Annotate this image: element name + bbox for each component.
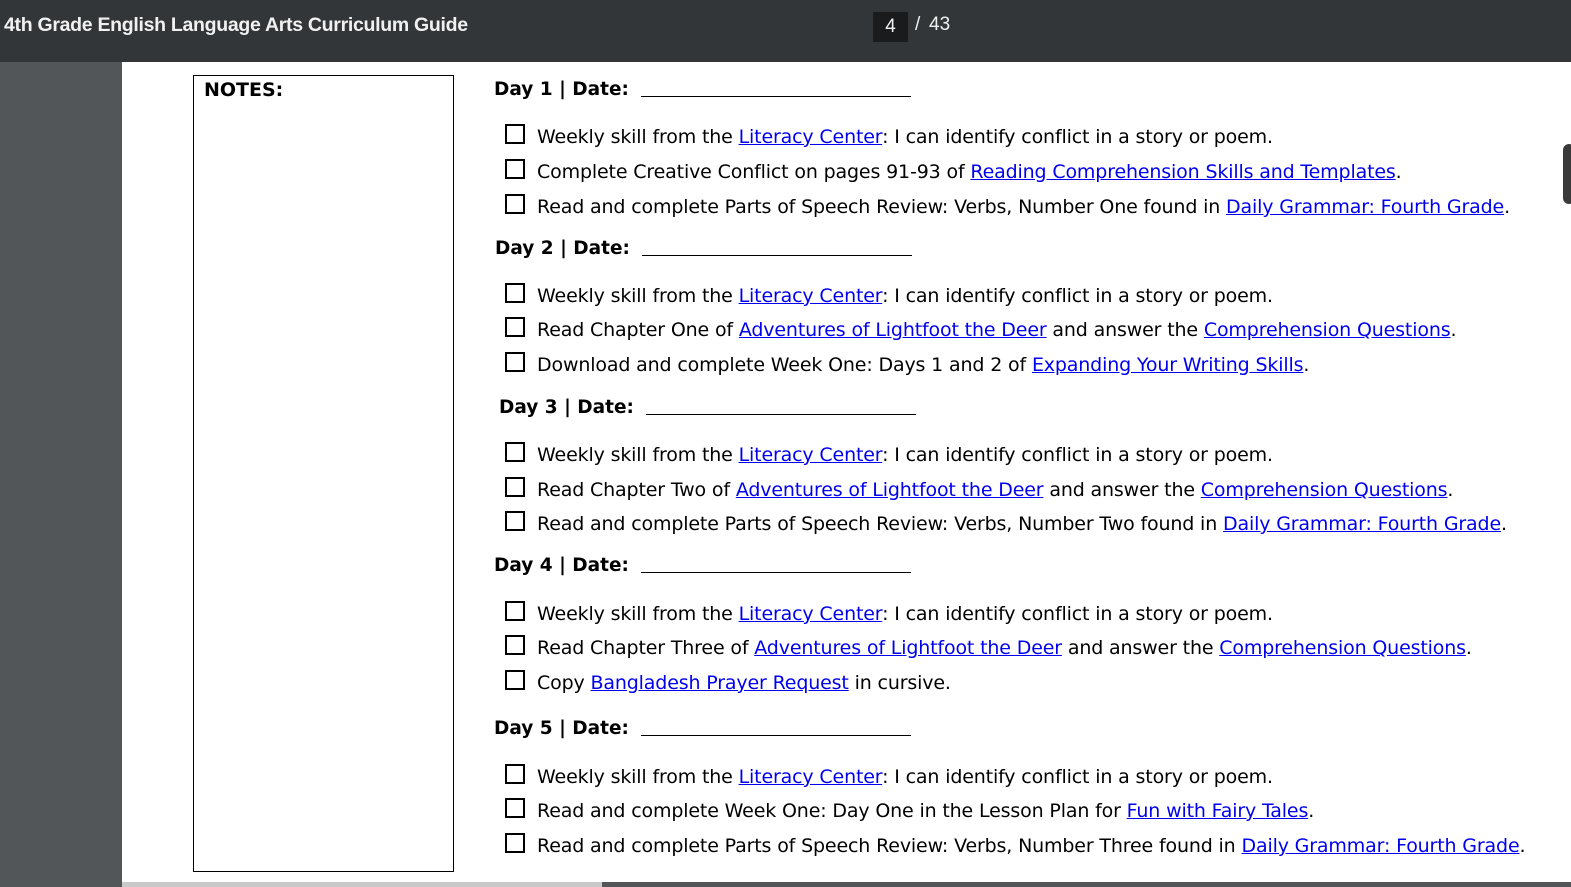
task-item <box>505 833 1525 857</box>
task-link[interactable]: Literacy Center <box>738 285 883 307</box>
task-checkbox[interactable] <box>505 670 525 690</box>
task-text: and answer the <box>1061 637 1220 659</box>
pdf-toolbar <box>0 0 1571 62</box>
date-line <box>641 571 911 573</box>
task-checkbox[interactable] <box>505 124 525 144</box>
task-link[interactable]: Literacy Center <box>738 444 883 466</box>
task-item <box>505 635 1472 659</box>
date-line <box>641 734 911 736</box>
task-item <box>505 670 951 694</box>
task-item <box>505 194 1510 218</box>
task-checkbox[interactable] <box>505 477 525 497</box>
task-text: Read and complete Parts of Speech Review: Verbs, Number One found in <box>537 196 1227 218</box>
date-line <box>641 95 911 97</box>
task-item <box>505 764 1273 788</box>
task-checkbox[interactable] <box>505 764 525 784</box>
task-text: : I can identify conflict in a story or poem. <box>882 126 1273 148</box>
day-heading-label: Day 5 | Date: <box>494 718 629 739</box>
task-text: Download and complete Week One: Days 1 and 2 of <box>537 354 1032 376</box>
task-text: : I can identify conflict in a story or poem. <box>882 766 1273 788</box>
task-link[interactable]: Literacy Center <box>738 766 883 788</box>
task-item <box>505 601 1273 625</box>
task-checkbox[interactable] <box>505 635 525 655</box>
task-link[interactable]: Comprehension Questions <box>1203 319 1451 341</box>
task-link[interactable]: Daily Grammar: Fourth Grade <box>1226 196 1505 218</box>
day-heading-label: Day 3 | Date: <box>499 397 634 418</box>
task-text: : I can identify conflict in a story or poem. <box>882 444 1273 466</box>
task-text: Weekly skill from the <box>537 285 739 307</box>
task-text: and answer the <box>1046 319 1204 341</box>
task-item <box>505 442 1273 466</box>
task-checkbox[interactable] <box>505 601 525 621</box>
task-text: Weekly skill from the <box>537 126 739 148</box>
task-text: . <box>1504 196 1510 218</box>
task-link[interactable]: Reading Comprehension Skills and Templates <box>970 161 1396 183</box>
task-link[interactable]: Comprehension Questions <box>1200 479 1448 501</box>
date-line <box>646 413 916 415</box>
task-text: . <box>1447 479 1454 501</box>
task-item <box>505 798 1314 822</box>
task-link[interactable]: Adventures of Lightfoot the Deer <box>754 637 1062 659</box>
task-link[interactable]: Daily Grammar: Fourth Grade <box>1222 513 1501 535</box>
task-link[interactable]: Bangladesh Prayer Request <box>590 672 849 694</box>
day-4-heading <box>494 555 911 576</box>
date-line <box>642 254 912 256</box>
document-title: 4th Grade English Language Arts Curriculum Guide <box>4 14 468 36</box>
task-text: Read and complete Parts of Speech Review: Verbs, Number Two found in <box>537 513 1223 535</box>
page-number-input[interactable] <box>873 12 908 42</box>
task-item <box>505 159 1402 183</box>
task-link[interactable]: Literacy Center <box>738 603 883 625</box>
task-checkbox[interactable] <box>505 352 525 372</box>
task-text: Read and complete Parts of Speech Review: Verbs, Number Three found in <box>537 835 1242 857</box>
task-text: Read Chapter Three of <box>537 637 755 659</box>
task-text: . <box>1519 835 1526 857</box>
day-5-heading <box>494 718 911 739</box>
day-heading-label: Day 2 | Date: <box>495 238 630 259</box>
task-item <box>505 124 1273 148</box>
task-text: . <box>1308 800 1315 822</box>
task-text: Complete Creative Conflict on pages 91-93 of <box>537 161 971 183</box>
total-pages: 43 <box>929 14 951 35</box>
task-checkbox[interactable] <box>505 442 525 462</box>
task-checkbox[interactable] <box>505 511 525 531</box>
task-item <box>505 317 1456 341</box>
notes-label: NOTES: <box>204 79 284 101</box>
task-text: Read and complete Week One: Day One in the Lesson Plan for <box>537 800 1127 822</box>
task-link[interactable]: Expanding Your Writing Skills <box>1031 354 1304 376</box>
task-text: in cursive. <box>848 672 951 694</box>
task-link[interactable]: Literacy Center <box>738 126 883 148</box>
task-text: Copy <box>537 672 591 694</box>
day-1-heading <box>494 79 911 100</box>
task-text: Read Chapter One of <box>537 319 739 341</box>
day-2-heading <box>495 238 912 259</box>
day-heading-label: Day 1 | Date: <box>494 79 629 100</box>
task-text: Weekly skill from the <box>537 603 739 625</box>
task-checkbox[interactable] <box>505 159 525 179</box>
task-text: . <box>1450 319 1457 341</box>
task-checkbox[interactable] <box>505 317 525 337</box>
task-checkbox[interactable] <box>505 283 525 303</box>
task-link[interactable]: Daily Grammar: Fourth Grade <box>1241 835 1520 857</box>
task-text: . <box>1501 513 1507 535</box>
task-text: and answer the <box>1043 479 1201 501</box>
task-link[interactable]: Adventures of Lightfoot the Deer <box>738 319 1047 341</box>
task-item <box>505 283 1273 307</box>
task-text: . <box>1465 637 1472 659</box>
task-item <box>505 511 1507 535</box>
task-text: . <box>1303 354 1310 376</box>
day-heading-label: Day 4 | Date: <box>494 555 629 576</box>
notes-box <box>193 75 454 872</box>
task-text: Read Chapter Two of <box>537 479 736 501</box>
task-text: : I can identify conflict in a story or poem. <box>882 285 1273 307</box>
task-item <box>505 477 1453 501</box>
task-text: . <box>1395 161 1402 183</box>
day-3-heading <box>499 397 916 418</box>
task-link[interactable]: Adventures of Lightfoot the Deer <box>735 479 1044 501</box>
task-text: Weekly skill from the <box>537 444 739 466</box>
task-text: : I can identify conflict in a story or poem. <box>882 603 1273 625</box>
task-link[interactable]: Comprehension Questions <box>1219 637 1466 659</box>
vertical-scrollbar-thumb[interactable] <box>1563 144 1571 204</box>
task-checkbox[interactable] <box>505 833 525 853</box>
task-item <box>505 352 1309 376</box>
task-text: Weekly skill from the <box>537 766 739 788</box>
horizontal-scrollbar[interactable] <box>122 882 602 887</box>
task-link[interactable]: Fun with Fairy Tales <box>1126 800 1309 822</box>
task-checkbox[interactable] <box>505 194 525 214</box>
task-checkbox[interactable] <box>505 798 525 818</box>
page-separator: / <box>915 14 921 35</box>
